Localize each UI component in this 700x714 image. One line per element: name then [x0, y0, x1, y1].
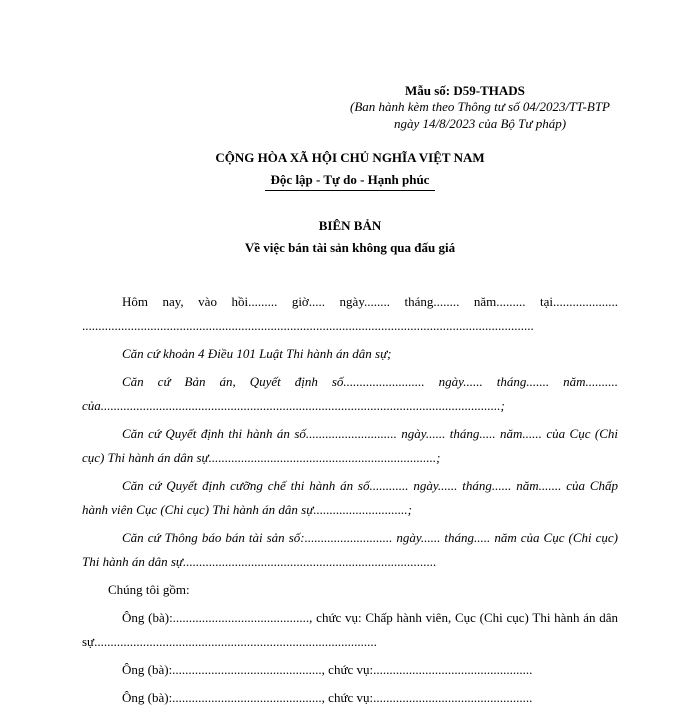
- document-body: [82, 290, 618, 714]
- paragraph-legal-basis-enforcement-decision: Căn cứ Quyết định thi hành án số............................ ngày...... tháng..... năm...... của Cục (Chi cục) Thi hành án dân sự......................................................................;: [82, 426, 618, 465]
- paragraph-legal-basis-sale-notice: Căn cứ Thông báo bán tài sản số:........................... ngày...... tháng..... năm của Cục (Chi cục) Thi hành án dân sự..............................................................................: [82, 530, 618, 569]
- document-title: BIÊN BẢN: [318, 218, 382, 233]
- document-subtitle: Về việc bán tài sản không qua đấu giá: [244, 240, 456, 255]
- issuance-line-1: (Ban hành kèm theo Thông tư số 04/2023/TT-BTP: [350, 99, 610, 114]
- paragraph-legal-basis-coercion-decision: Căn cứ Quyết định cưỡng chế thi hành án số............ ngày...... tháng...... năm....... của Chấp hành viên Cục (Chi cục) Thi hành án dân sự.............................;: [82, 478, 618, 517]
- form-code: Mẫu số: D59-THADS: [405, 83, 525, 98]
- paragraph-legal-basis-judgment: Căn cứ Bản án, Quyết định số......................... ngày...... tháng....... năm.......... của...........................................................................................................................;: [82, 374, 618, 413]
- paragraph-time-place: Hôm nay, vào hồi......... giờ..... ngày........ tháng........ năm......... tại.................... ...........................................................................................................................................: [82, 294, 618, 333]
- issuance-line-2: ngày 14/8/2023 của Bộ Tư pháp): [393, 116, 567, 131]
- paragraph-participant-2: Ông (bà):.............................................., chức vụ:.................................................: [122, 662, 533, 677]
- paragraph-participant-3: Ông (bà):.............................................., chức vụ:.................................................: [122, 690, 533, 705]
- paragraph-participants-intro: Chúng tôi gồm:: [108, 582, 190, 597]
- motto-text: Độc lập - Tự do - Hạnh phúc: [265, 172, 436, 191]
- nation-name: CỘNG HÒA XÃ HỘI CHỦ NGHĨA VIỆT NAM: [215, 150, 485, 165]
- national-motto: [0, 172, 700, 191]
- paragraph-participant-1: Ông (bà):.........................................., chức vụ: Chấp hành viên, Cục (Chi cục) Thi hành án dân sự.......................................................................................: [82, 610, 618, 649]
- issuance-note: [350, 98, 610, 132]
- paragraph-legal-basis-law: Căn cứ khoản 4 Điều 101 Luật Thi hành án dân sự;: [122, 346, 392, 361]
